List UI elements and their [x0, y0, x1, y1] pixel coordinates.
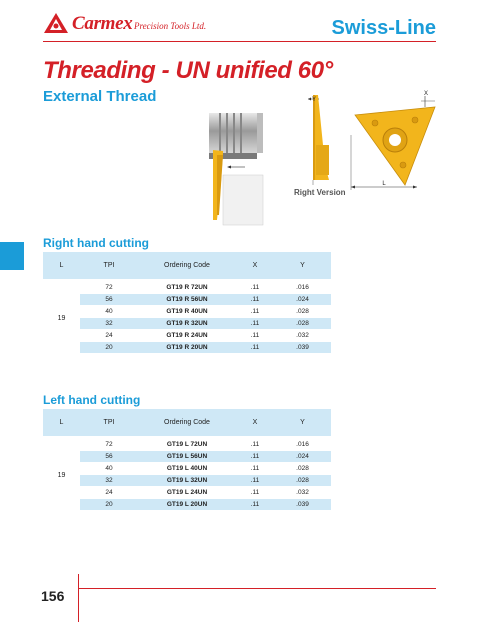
table-row: [80, 330, 331, 342]
ordering-code-cell: GT19 L 56UN: [166, 453, 208, 460]
left-hand-table: [43, 409, 331, 511]
table-row: [80, 282, 331, 294]
table-row: [80, 487, 331, 499]
x-cell: .11: [250, 501, 260, 508]
column-header-y: Y: [300, 262, 305, 269]
right-hand-heading: Right hand cutting: [43, 236, 149, 250]
table-row: [80, 439, 331, 451]
x-cell: .11: [250, 284, 260, 291]
column-header-ordering-code: Ordering Code: [164, 419, 210, 426]
tpi-cell: 72: [105, 441, 113, 448]
dim-l-label: L: [382, 181, 386, 187]
tpi-cell: 24: [105, 489, 113, 496]
y-cell: .024: [296, 296, 309, 303]
tpi-cell: 72: [105, 284, 113, 291]
column-header-y: Y: [300, 419, 305, 426]
ordering-code-cell: GT19 R 56UN: [166, 296, 208, 303]
tpi-cell: 20: [105, 344, 113, 351]
ordering-code-cell: GT19 L 72UN: [166, 441, 208, 448]
y-cell: .039: [296, 501, 309, 508]
right-version-label: Right Version: [294, 188, 346, 197]
carmex-logo-icon: [43, 12, 69, 34]
y-cell: .016: [296, 284, 309, 291]
x-cell: .11: [250, 441, 260, 448]
table-row: [80, 294, 331, 306]
y-cell: .032: [296, 332, 309, 339]
column-header-x: X: [252, 262, 258, 269]
y-cell: .032: [296, 489, 309, 496]
x-cell: .11: [250, 477, 260, 484]
table-rows: [80, 439, 331, 511]
table-header: [43, 252, 331, 279]
y-cell: .028: [296, 465, 309, 472]
ordering-code-cell: GT19 R 40UN: [166, 308, 208, 315]
dim-x-label: X: [423, 91, 429, 97]
ordering-code-cell: GT19 R 24UN: [166, 332, 208, 339]
l-value-cell: 19: [57, 471, 66, 479]
column-header-tpi: TPI: [103, 419, 115, 426]
table-row: [80, 499, 331, 511]
insert-dimension-drawing: [285, 85, 450, 205]
table-row: [80, 306, 331, 318]
ordering-code-cell: GT19 R 32UN: [166, 320, 208, 327]
table-header: [43, 409, 331, 436]
ordering-code-cell: GT19 L 20UN: [166, 501, 208, 508]
tpi-cell: 20: [105, 501, 113, 508]
ordering-code-cell: GT19 L 24UN: [166, 489, 208, 496]
y-cell: .028: [296, 477, 309, 484]
x-cell: .11: [250, 453, 260, 460]
table-row: [80, 475, 331, 487]
page-title: Threading - UN unified 60°: [43, 57, 333, 84]
x-cell: .11: [250, 332, 260, 339]
column-header-l: L: [59, 262, 64, 269]
table-row: [80, 318, 331, 330]
footer-rule: [78, 588, 436, 589]
x-cell: .11: [250, 320, 260, 327]
column-header-tpi: TPI: [103, 262, 115, 269]
tpi-cell: 56: [105, 296, 113, 303]
x-cell: .11: [250, 308, 260, 315]
tpi-cell: 56: [105, 453, 113, 460]
y-cell: .016: [296, 441, 309, 448]
tpi-cell: 40: [105, 308, 113, 315]
page-number: 156: [41, 588, 65, 604]
threading-operation-illustration: [205, 95, 285, 235]
x-cell: .11: [250, 344, 260, 351]
ordering-code-cell: GT19 R 72UN: [166, 284, 208, 291]
ordering-code-cell: GT19 L 40UN: [166, 465, 208, 472]
ordering-code-cell: GT19 R 20UN: [166, 344, 208, 351]
y-cell: .028: [296, 308, 309, 315]
header-rule: [43, 41, 436, 42]
table-row: [80, 463, 331, 475]
brand-name: Carmex: [72, 13, 133, 34]
left-hand-heading: Left hand cutting: [43, 393, 141, 407]
column-header-l: L: [59, 419, 64, 426]
table-row: [80, 342, 331, 354]
column-header-x: X: [252, 419, 258, 426]
right-hand-table: [43, 252, 331, 354]
x-cell: .11: [250, 296, 260, 303]
ordering-code-cell: GT19 L 32UN: [166, 477, 208, 484]
side-tab-marker: [0, 242, 24, 270]
column-header-ordering-code: Ordering Code: [164, 262, 210, 269]
x-cell: .11: [250, 465, 260, 472]
tpi-cell: 40: [105, 465, 113, 472]
table-row: [80, 451, 331, 463]
y-cell: .024: [296, 453, 309, 460]
brand-subtitle: Precision Tools Ltd.: [134, 21, 207, 31]
page-subtitle: External Thread: [43, 88, 157, 105]
tpi-cell: 32: [105, 320, 113, 327]
tpi-cell: 24: [105, 332, 113, 339]
series-title: Swiss-Line: [331, 17, 436, 39]
x-cell: .11: [250, 489, 260, 496]
l-value-cell: 19: [57, 314, 66, 322]
dim-y-label: Y: [311, 97, 317, 103]
y-cell: .039: [296, 344, 309, 351]
y-cell: .028: [296, 320, 309, 327]
table-rows: [80, 282, 331, 354]
tpi-cell: 32: [105, 477, 113, 484]
footer-rule-vertical: [78, 574, 79, 622]
